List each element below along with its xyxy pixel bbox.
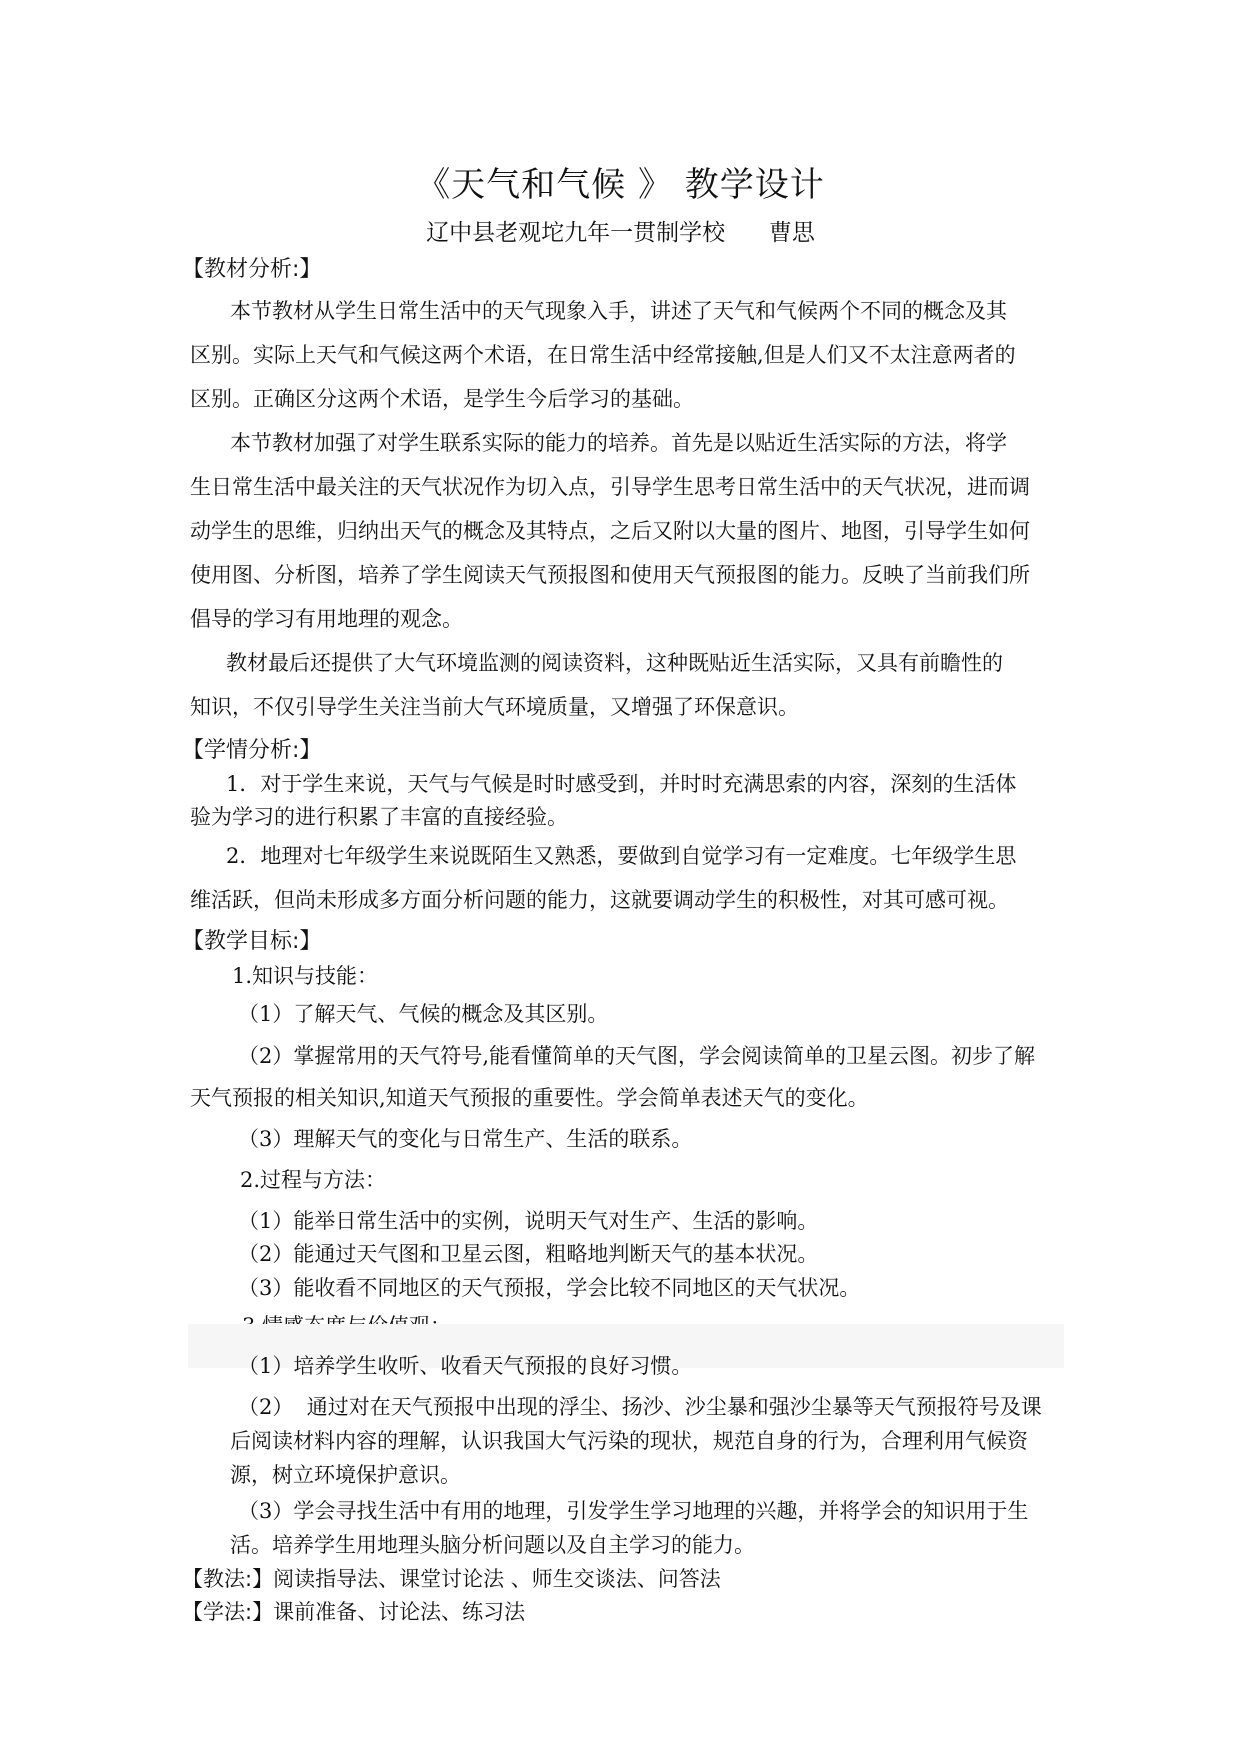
teaching-goals-heading: 【教学目标:】 (182, 929, 322, 954)
teaching-methods-label: 【教法:】 (182, 1567, 274, 1591)
teaching-methods-line (182, 1565, 721, 1593)
learning-methods-line (182, 1598, 525, 1626)
paragraph-line: 维活跃，但尚未形成多方面分析问题的能力，这就要调动学生的积极性，对其可感可视。 (190, 888, 1009, 912)
paragraph-line: 验为学习的进行积累了丰富的直接经验。 (190, 805, 568, 829)
goal-subheading: 1.知识与技能： (232, 964, 379, 988)
goal-item: 活。培养学生用地理头脑分析问题以及自主学习的能力。 (230, 1533, 755, 1557)
paragraph-line: 生日常生活中最关注的天气状况作为切入点，引导学生思考日常生活中的天气状况，进而调 (190, 475, 1030, 499)
paragraph-line: 使用图、分析图，培养了学生阅读天气预报图和使用天气预报图的能力。反映了当前我们所 (190, 563, 1030, 587)
goal-item: （1）能举日常生活中的实例，说明天气对生产、生活的影响。 (238, 1209, 819, 1233)
goal-item: （3）理解天气的变化与日常生产、生活的联系。 (238, 1127, 693, 1151)
paragraph-line: 区别。实际上天气和气候这两个术语，在日常生活中经常接触,但是人们又不太注意两者的 (190, 343, 1016, 367)
paragraph-line: 本节教材加强了对学生联系实际的能力的培养。首先是以贴近生活实际的方法，将学 (230, 431, 1007, 455)
textbook-analysis-heading: 【教材分析:】 (182, 257, 322, 282)
author-line: 辽中县老观坨九年一贯制学校 曹思 (426, 220, 815, 246)
goal-item: 天气预报的相关知识,知道天气预报的重要性。学会简单表述天气的变化。 (190, 1086, 869, 1110)
goal-item: （1）了解天气、气候的概念及其区别。 (238, 1002, 609, 1026)
paragraph-line: 知识，不仅引导学生关注当前大气环境质量，又增强了环保意识。 (190, 695, 799, 719)
paragraph-line: 本节教材从学生日常生活中的天气现象入手，讲述了天气和气候两个不同的概念及其 (230, 299, 1007, 323)
goal-item: （2）掌握常用的天气符号,能看懂简单的天气图，学会阅读简单的卫星云图。初步了解 (238, 1044, 1036, 1068)
learning-methods-text: 课前准备、讨论法、练习法 (273, 1600, 526, 1624)
goal-item: （3）能收看不同地区的天气预报，学会比较不同地区的天气状况。 (238, 1276, 861, 1300)
goal-item: 后阅读材料内容的理解，认识我国大气污染的现状，规范自身的行为，合理利用气候资 (230, 1429, 1028, 1453)
document-title: 《天气和气候 》 教学设计 (416, 165, 825, 205)
goal-item: （2） 通过对在天气预报中出现的浮尘、扬沙、沙尘暴和强沙尘暴等天气预报符号及课 (238, 1395, 1042, 1419)
teaching-methods-text: 阅读指导法、课堂讨论法 、师生交谈法、问答法 (273, 1567, 721, 1591)
paragraph-line: 区别。正确区分这两个术语，是学生今后学习的基础。 (190, 387, 694, 411)
goal-item: 源，树立环境保护意识。 (230, 1463, 461, 1487)
goal-item: （2）能通过天气图和卫星云图，粗略地判断天气的基本状况。 (238, 1242, 819, 1266)
paragraph-line: 1．对于学生来说，天气与气候是时时感受到，并时时充满思索的内容，深刻的生活体 (226, 772, 1017, 796)
student-analysis-heading: 【学情分析:】 (182, 738, 322, 763)
goal-item: （1）培养学生收听、收看天气预报的良好习惯。 (238, 1354, 693, 1378)
learning-methods-label: 【学法:】 (182, 1600, 274, 1624)
paragraph-line: 动学生的思维，归纳出天气的概念及其特点，之后又附以大量的图片、地图，引导学生如何 (190, 519, 1030, 543)
paragraph-line: 2．地理对七年级学生来说既陌生又熟悉，要做到自觉学习有一定难度。七年级学生思 (226, 844, 1017, 868)
paragraph-line: 教材最后还提供了大气环境监测的阅读资料，这种既贴近生活实际，又具有前瞻性的 (226, 651, 1003, 675)
goal-item: （3）学会寻找生活中有用的地理，引发学生学习地理的兴趣，并将学会的知识用于生 (238, 1499, 1029, 1523)
paragraph-line: 倡导的学习有用地理的观念。 (190, 607, 463, 631)
goal-subheading: 2.过程与方法： (240, 1168, 387, 1192)
